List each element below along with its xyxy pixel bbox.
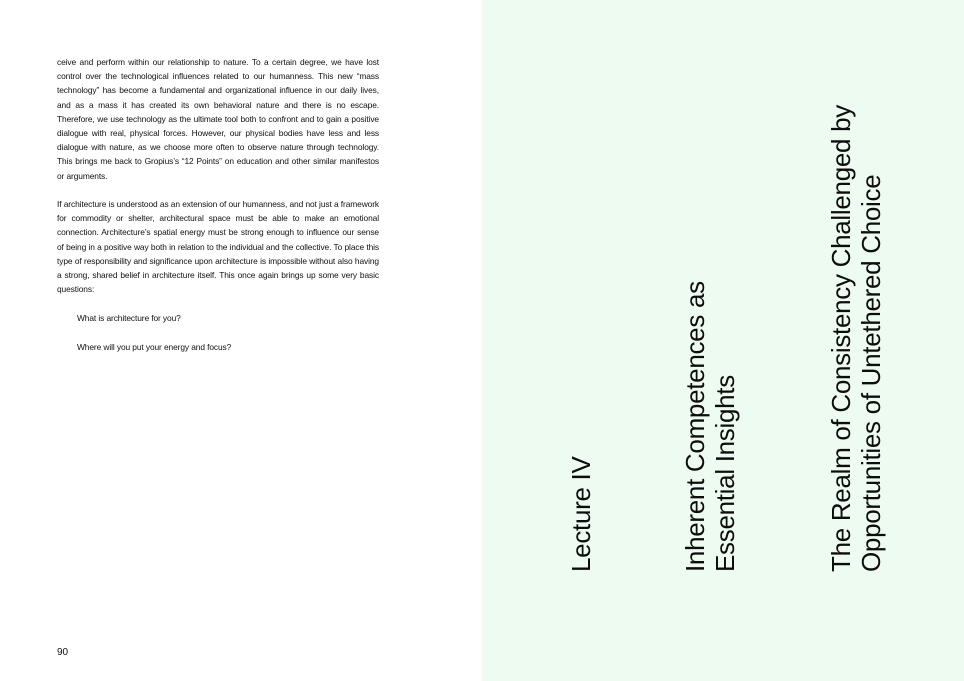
title-line: The Realm of Consistency Challenged by [826, 105, 856, 572]
body-paragraph: If architecture is understood as an extension of our humanness, and not just a framework for commodity or shelter, architectural space must be able to make an emotional connection. Architecture’s spatial energy must be strong enough to influence our sense of being in a positive way both in relation to the individual and the collective. To place this type of responsibility and significance upon architecture is impossible without also having a strong, shared belief in architecture itself. This once again brings up some very basic questions: [57, 199, 379, 295]
question-2: Where will you put your energy and focus? [77, 341, 232, 352]
body-paragraph: ceive and perform within our relationship to nature. To a certain degree, we have lost control over the technological influences related to our humanness. This new “mass technology” has become a fundamental and organizational influence in our daily lives, and as a mass it has created its own behavioral nature and there is no escape. Therefore, we use technology as the ultimate tool both to confront and to gain a positive dialogue with real, physical forces. However, our physical bodies have less and less dialogue with nature, as we choose more often to observe nature through technology. This brings me back to Gropius’s “12 Points” on education and other similar manifestos or arguments. [57, 57, 379, 181]
title-line: Opportunities of Untethered Choice [856, 174, 886, 572]
chapter-subtitle [680, 281, 740, 572]
chapter-title [826, 105, 886, 572]
body-text [57, 55, 379, 369]
subtitle-line: Inherent Competences as [680, 281, 710, 572]
subtitle-line: Essential Insights [710, 375, 740, 572]
question-1: What is architecture for you? [77, 312, 181, 323]
page-number: 90 [57, 647, 69, 658]
lecture-label: Lecture IV [566, 456, 596, 572]
